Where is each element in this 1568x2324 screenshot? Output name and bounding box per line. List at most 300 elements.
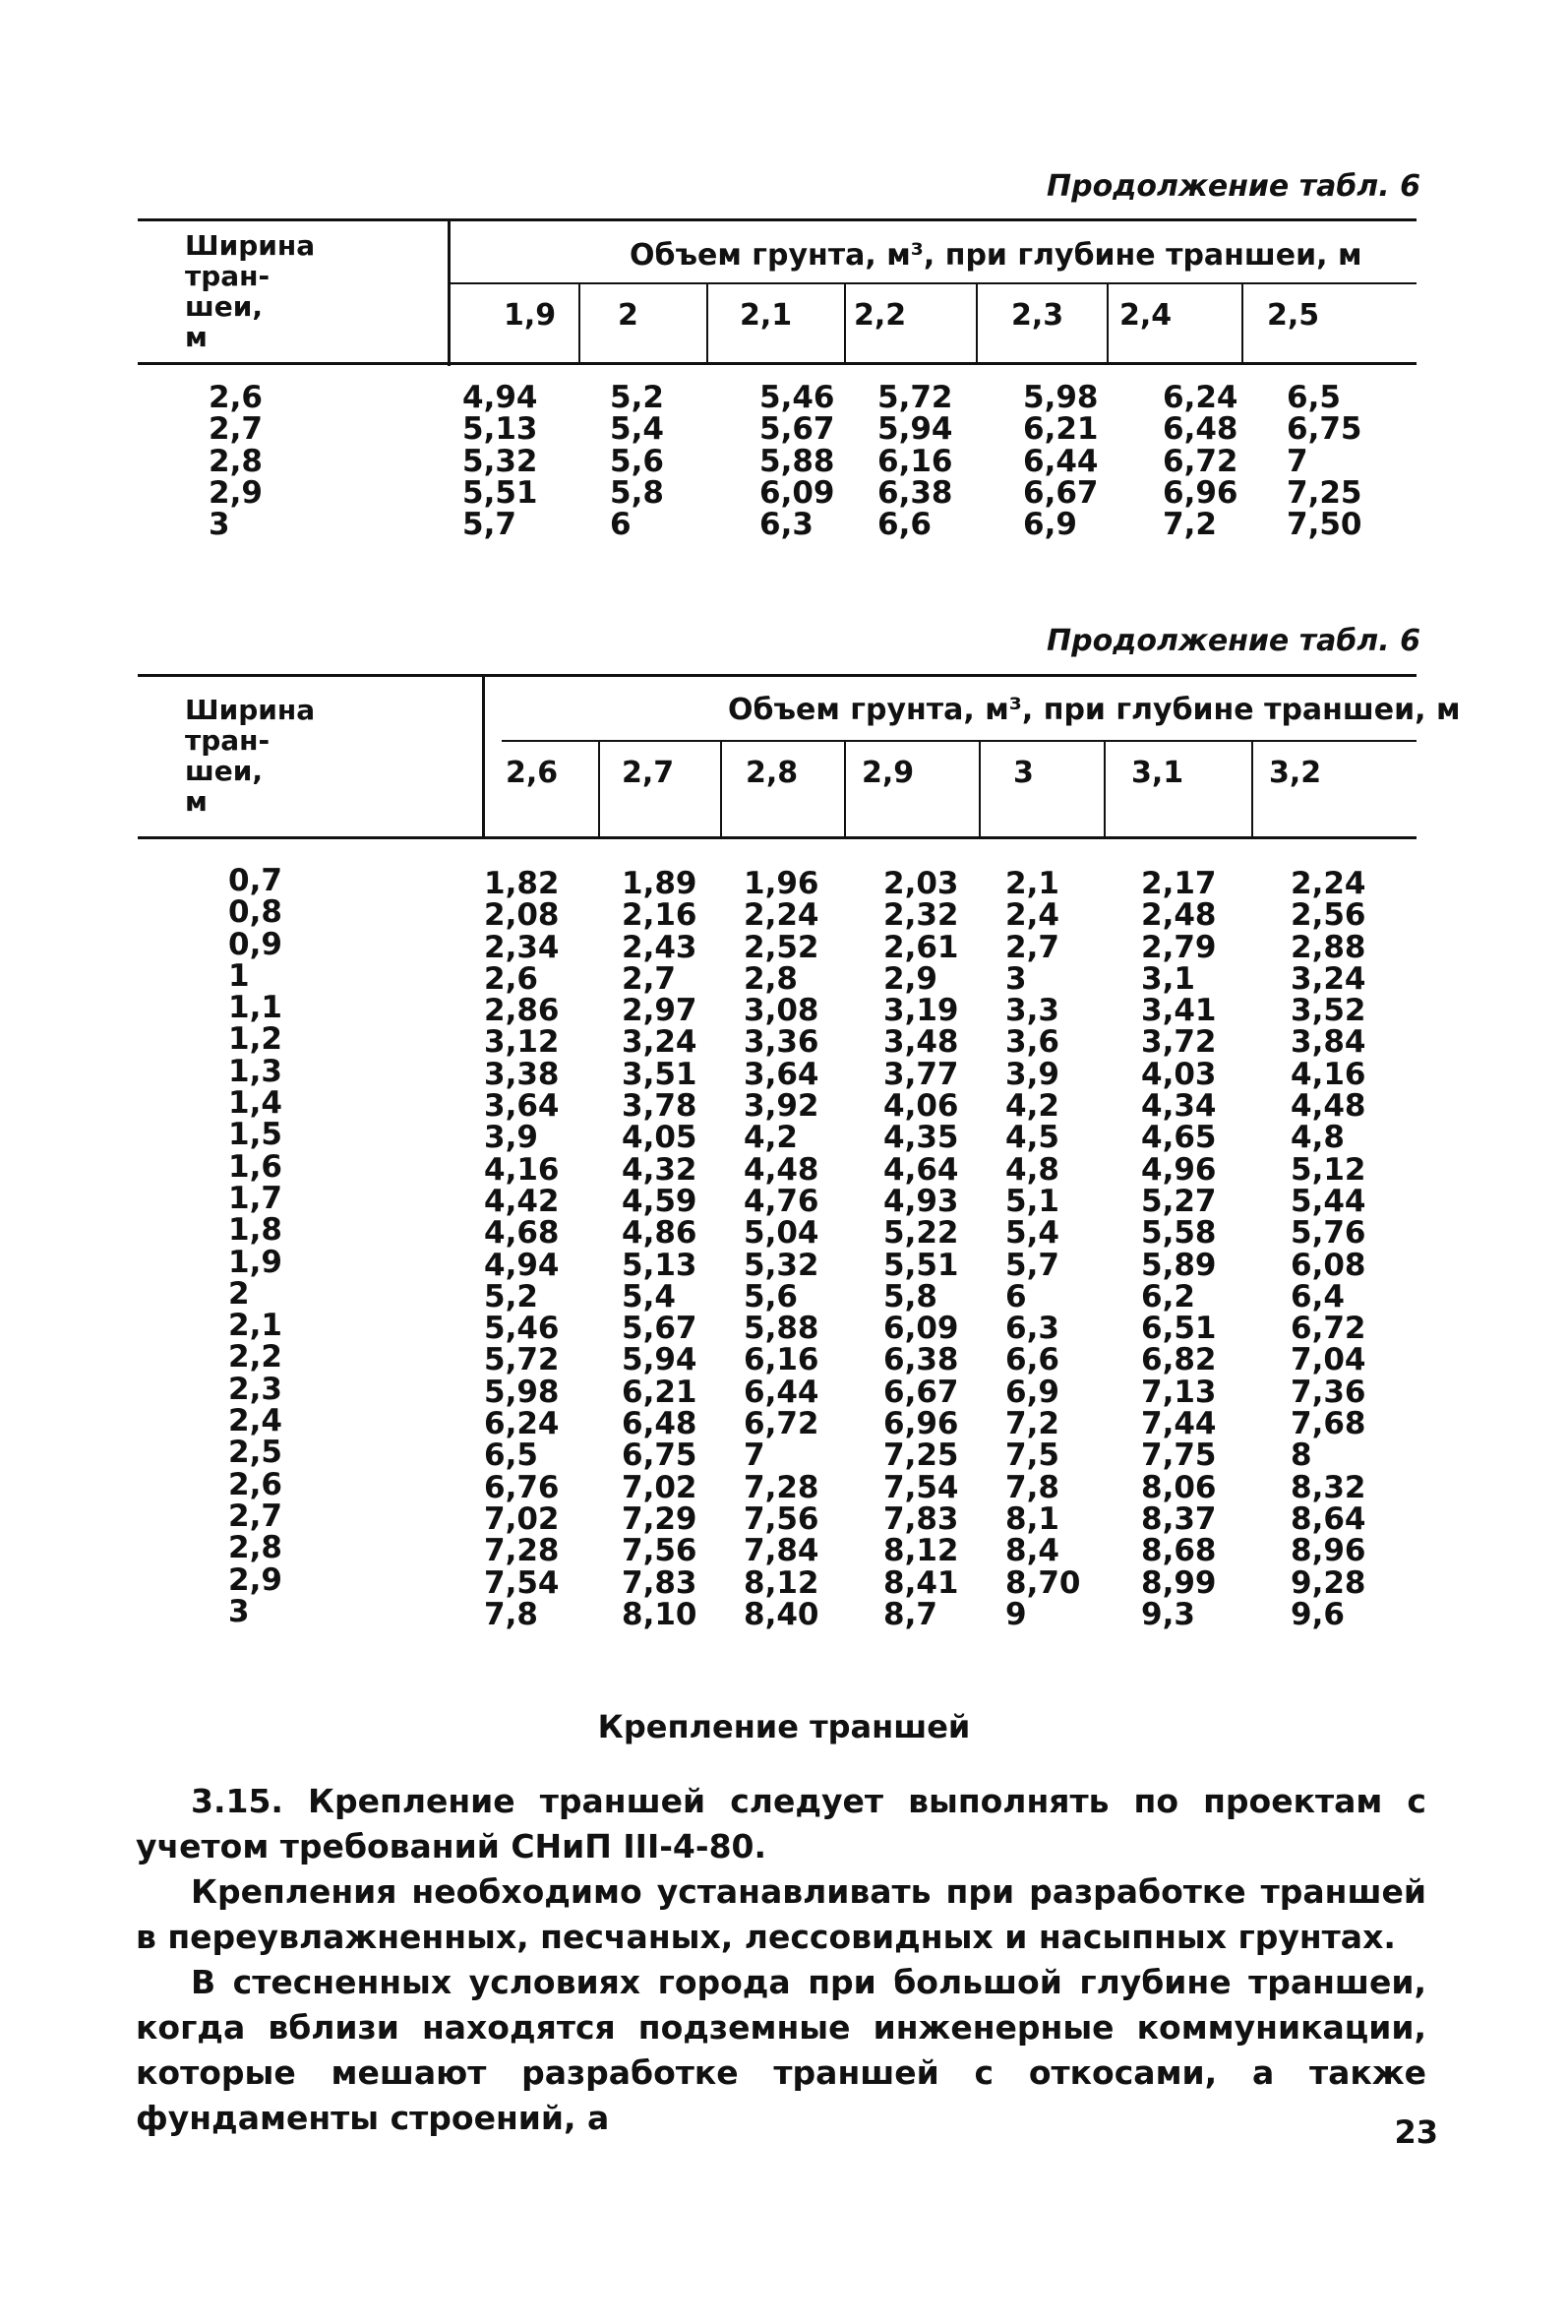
table1-width-column: [209, 380, 263, 543]
table-cell: 5,67: [759, 411, 835, 448]
table-cell: 6,72: [1163, 443, 1238, 479]
table-cell: 3,24: [1291, 960, 1366, 997]
table-cell: 5,13: [462, 411, 538, 448]
table-cell: 4,8: [1005, 1151, 1059, 1188]
table-cell: 1,1: [228, 990, 282, 1026]
table-cell: 5,2: [484, 1278, 538, 1315]
page-number: 23: [1394, 2113, 1438, 2151]
table-cell: 6,82: [1141, 1342, 1217, 1378]
table2-depth-header: 2,6: [506, 756, 559, 790]
table-cell: 2,97: [622, 993, 697, 1029]
paragraph: 3.15. Крепление траншей следует выполнять по проектам с учетом требований СНиП III-4-80.: [136, 1782, 1426, 1865]
table-cell: 5,46: [759, 380, 835, 415]
table-cell: 6,08: [1291, 1247, 1366, 1283]
table2-value-column: [1141, 868, 1217, 1630]
table2-caption: Продолжение табл. 6: [1046, 624, 1420, 658]
table-cell: 5,1: [1005, 1183, 1059, 1219]
table1-value-column: [610, 380, 664, 543]
table-cell: 5,89: [1141, 1247, 1217, 1283]
table-cell: 6,72: [744, 1406, 819, 1442]
table-cell: 7,29: [622, 1500, 697, 1537]
table-cell: 7,36: [1291, 1374, 1366, 1410]
table-cell: 2,03: [883, 866, 959, 901]
table-cell: 3,64: [744, 1056, 819, 1092]
table2-value-column: [1291, 868, 1366, 1630]
table2-depth-header: 2,9: [862, 756, 915, 790]
table2-depth-header: 3,1: [1131, 756, 1184, 790]
table-cell: 5,72: [484, 1342, 560, 1378]
table2-col-divider: [720, 741, 722, 838]
table-cell: 8,12: [883, 1533, 959, 1569]
table1-depth-header: 1,9: [504, 298, 557, 333]
table-cell: 2,4: [228, 1403, 282, 1439]
table-cell: 4,42: [484, 1183, 560, 1219]
table-cell: 4,76: [744, 1183, 819, 1219]
table-cell: 6,67: [1023, 474, 1099, 511]
table-cell: 1: [228, 957, 250, 994]
table-cell: 0,9: [228, 926, 282, 962]
table1-depth-header: 2,3: [1011, 298, 1064, 333]
table-cell: 6,38: [877, 474, 953, 511]
table-cell: 5,6: [744, 1278, 798, 1315]
table-cell: 2,8: [209, 443, 263, 479]
table-cell: 5,32: [744, 1247, 819, 1283]
table-cell: 5,04: [744, 1215, 819, 1252]
table-cell: 7,54: [883, 1469, 959, 1505]
table-cell: 5,12: [1291, 1151, 1366, 1188]
table-cell: 6,24: [484, 1406, 560, 1442]
table-cell: 6,5: [1287, 380, 1341, 415]
table-cell: 2,24: [744, 897, 819, 934]
row-header-line: шеи,: [185, 290, 263, 323]
table-cell: 9,28: [1291, 1564, 1366, 1601]
table-cell: 6,3: [759, 507, 814, 543]
table-cell: 4,16: [484, 1151, 560, 1188]
table2-depth-header: 2,8: [746, 756, 799, 790]
table-cell: 6,2: [1141, 1278, 1195, 1315]
table-cell: 4,93: [883, 1183, 959, 1219]
table-cell: 6,16: [744, 1342, 819, 1378]
table2-depth-header: 2,7: [622, 756, 675, 790]
table-cell: 5,27: [1141, 1183, 1217, 1219]
table-cell: 9,3: [1141, 1596, 1195, 1632]
table-cell: 3,77: [883, 1056, 959, 1092]
table-cell: 2,3: [228, 1371, 282, 1407]
table-cell: 6,96: [1163, 474, 1238, 511]
table-cell: 5,2: [610, 380, 664, 415]
table-cell: 3,36: [744, 1024, 819, 1061]
section-heading: Крепление траншей: [597, 1708, 971, 1745]
table-cell: 1,96: [744, 866, 819, 901]
table-cell: 8,37: [1141, 1500, 1217, 1537]
table1-col-divider: [976, 283, 978, 364]
table-cell: 6,3: [1005, 1311, 1059, 1347]
table-cell: 7,75: [1141, 1437, 1217, 1474]
table-cell: 2,7: [1005, 929, 1059, 965]
table-cell: 0,8: [228, 894, 282, 931]
table-cell: 3,24: [622, 1024, 697, 1061]
table-cell: 2,52: [744, 929, 819, 965]
table-cell: 3,41: [1141, 993, 1217, 1029]
table-cell: 7,02: [622, 1469, 697, 1505]
table-cell: 4,94: [462, 380, 538, 415]
table-cell: 4,05: [622, 1120, 697, 1156]
table-cell: 6,96: [883, 1406, 959, 1442]
table-cell: 8: [1291, 1437, 1312, 1474]
table-cell: 1,2: [228, 1021, 282, 1058]
table-cell: 5,58: [1141, 1215, 1217, 1252]
table-cell: 2,79: [1141, 929, 1217, 965]
table-cell: 2,56: [1291, 897, 1366, 934]
table-cell: 2,7: [228, 1498, 282, 1534]
table-cell: 2,4: [1005, 897, 1059, 934]
table-cell: 2,9: [228, 1561, 282, 1598]
table-cell: 1,89: [622, 866, 697, 901]
table-cell: 5,51: [883, 1247, 959, 1283]
table-cell: 8,4: [1005, 1533, 1059, 1569]
table-cell: 5,51: [462, 474, 538, 511]
table-cell: 3,08: [744, 993, 819, 1029]
table-cell: 2,9: [209, 474, 263, 511]
table-cell: 6,72: [1291, 1311, 1366, 1347]
table-cell: 9: [1005, 1596, 1027, 1632]
table2-col-divider: [844, 741, 846, 838]
table-cell: 7: [1287, 443, 1308, 479]
table1-depth-header: 2: [618, 298, 638, 333]
table-cell: 1,6: [228, 1148, 282, 1185]
table-cell: 8,40: [744, 1596, 819, 1632]
table1-value-column: [1287, 380, 1362, 543]
table1-col-divider: [1107, 283, 1109, 364]
table-cell: 4,48: [744, 1151, 819, 1188]
table-cell: 6,9: [1023, 507, 1077, 543]
row-header-line: м: [185, 321, 208, 353]
table-cell: 1,5: [228, 1117, 282, 1153]
table1-value-column: [759, 380, 835, 543]
table1-col-divider: [844, 283, 846, 364]
table-cell: 3,3: [1005, 993, 1059, 1029]
table2-col-divider: [1251, 741, 1253, 838]
table2-group-header: Объем грунта, м³, при глубине траншеи, м: [728, 693, 1461, 727]
table-cell: 4,86: [622, 1215, 697, 1252]
table-cell: 7,2: [1005, 1406, 1059, 1442]
row-header-line: Ширина: [185, 229, 316, 262]
table2-subheader-rule: [502, 740, 1417, 742]
table2-value-column: [883, 868, 959, 1630]
table-cell: 3,64: [484, 1088, 560, 1125]
table-cell: 4,03: [1141, 1056, 1217, 1092]
table-cell: 6,16: [877, 443, 953, 479]
table-cell: 2,61: [883, 929, 959, 965]
table-cell: 7,54: [484, 1564, 560, 1601]
row-header-line: м: [185, 785, 208, 818]
table-cell: 6,44: [1023, 443, 1099, 479]
table-cell: 3: [1005, 960, 1027, 997]
table-cell: 3,19: [883, 993, 959, 1029]
table1-header-bottom-rule: [138, 362, 1417, 365]
table2-value-column: [484, 868, 560, 1630]
table-cell: 5,72: [877, 380, 953, 415]
table-cell: 5,4: [610, 411, 664, 448]
table1-col-divider: [578, 283, 580, 364]
table-cell: 6,76: [484, 1469, 560, 1505]
table-cell: 6,6: [877, 507, 932, 543]
table-cell: 8,70: [1005, 1564, 1081, 1601]
table-cell: 3: [228, 1593, 250, 1629]
table-cell: 2,1: [228, 1308, 282, 1344]
table-cell: 2,7: [622, 960, 676, 997]
table-cell: 2,8: [228, 1530, 282, 1566]
table-cell: 5,6: [610, 443, 664, 479]
table-cell: 2,32: [883, 897, 959, 934]
table-cell: 2,48: [1141, 897, 1217, 934]
table1-value-column: [462, 380, 538, 543]
table-cell: 4,32: [622, 1151, 697, 1188]
table-cell: 5,88: [744, 1311, 819, 1347]
table-cell: 6,21: [1023, 411, 1099, 448]
table-cell: 6,5: [484, 1437, 538, 1474]
table-cell: 7,28: [484, 1533, 560, 1569]
table-cell: 5,8: [883, 1278, 937, 1315]
table-cell: 3,78: [622, 1088, 697, 1125]
table-cell: 6: [610, 507, 632, 543]
table-cell: 5,8: [610, 474, 664, 511]
table-cell: 4,2: [1005, 1088, 1059, 1125]
table1-caption: Продолжение табл. 6: [1046, 169, 1420, 204]
row-header-line: тран-: [185, 260, 271, 292]
table-cell: 6,75: [622, 1437, 697, 1474]
table-cell: 8,96: [1291, 1533, 1366, 1569]
table1-group-header: Объем грунта, м³, при глубине траншеи, м: [630, 238, 1362, 273]
paragraph: В стесненных условиях города при большой глубине траншеи, когда вблизи находятся подземные инженерные коммуникации, которые мешают разработке траншей с откосами, а также фундаменты строений, а: [136, 1963, 1426, 2137]
table-cell: 8,1: [1005, 1500, 1059, 1537]
table-cell: 5,98: [484, 1374, 560, 1410]
table1-col-divider: [706, 283, 708, 364]
table-cell: 7,25: [883, 1437, 959, 1474]
table-cell: 4,68: [484, 1215, 560, 1252]
table-cell: 6,44: [744, 1374, 819, 1410]
table-cell: 6,4: [1291, 1278, 1345, 1315]
table-cell: 6,67: [883, 1374, 959, 1410]
table-cell: 6,48: [1163, 411, 1238, 448]
table-cell: 5,22: [883, 1215, 959, 1252]
table2-value-column: [1005, 868, 1081, 1630]
table1-col-divider: [1241, 283, 1243, 364]
table-cell: 3,72: [1141, 1024, 1217, 1061]
table-cell: 5,94: [622, 1342, 697, 1378]
table-cell: 5,7: [1005, 1247, 1059, 1283]
table-cell: 5,88: [759, 443, 835, 479]
table2-top-rule: [138, 674, 1417, 677]
table-cell: 7,8: [1005, 1469, 1059, 1505]
table-cell: 6,38: [883, 1342, 959, 1378]
table-cell: 2,7: [209, 411, 263, 448]
table-cell: 7,56: [744, 1500, 819, 1537]
row-header-line: шеи,: [185, 755, 263, 787]
table-cell: 8,06: [1141, 1469, 1217, 1505]
table-cell: 3,48: [883, 1024, 959, 1061]
table-cell: 7: [744, 1437, 765, 1474]
table1-depth-header: 2,2: [854, 298, 907, 333]
table-cell: 6,09: [759, 474, 835, 511]
table1-subheader-rule: [448, 282, 1417, 284]
table-cell: 7,56: [622, 1533, 697, 1569]
table-cell: 7,68: [1291, 1406, 1366, 1442]
table-cell: 5,4: [1005, 1215, 1059, 1252]
table-cell: 6,51: [1141, 1311, 1217, 1347]
table-cell: 6,6: [1005, 1342, 1059, 1378]
table2-value-column: [744, 868, 819, 1630]
table-cell: 2,6: [484, 960, 538, 997]
table-cell: 8,10: [622, 1596, 697, 1632]
table-cell: 4,94: [484, 1247, 560, 1283]
table2-value-column: [622, 868, 697, 1630]
table-cell: 6,09: [883, 1311, 959, 1347]
table-cell: 2,6: [209, 380, 263, 415]
table-cell: 8,12: [744, 1564, 819, 1601]
table-cell: 4,34: [1141, 1088, 1217, 1125]
table-cell: 2,17: [1141, 866, 1217, 901]
table-cell: 6,48: [622, 1406, 697, 1442]
table-cell: 4,65: [1141, 1120, 1217, 1156]
table-cell: 2,2: [228, 1339, 282, 1376]
row-header-line: тран-: [185, 724, 271, 757]
table-cell: 4,2: [744, 1120, 798, 1156]
table-cell: 3,1: [1141, 960, 1195, 997]
table2-width-column: [228, 865, 282, 1627]
table-cell: 8,68: [1141, 1533, 1217, 1569]
table-cell: 4,96: [1141, 1151, 1217, 1188]
table-cell: 5,7: [462, 507, 516, 543]
table-cell: 8,41: [883, 1564, 959, 1601]
paragraph: Крепления необходимо устанавливать при разработке траншей в переувлажненных, песчаных, лессовидных и насыпных грунтах.: [136, 1872, 1426, 1956]
table-cell: 2,08: [484, 897, 560, 934]
table-cell: 7,44: [1141, 1406, 1217, 1442]
table-cell: 4,35: [883, 1120, 959, 1156]
table1-depth-header: 2,1: [740, 298, 793, 333]
table-cell: 6,75: [1287, 411, 1362, 448]
table1-value-column: [1023, 380, 1099, 543]
table-cell: 4,64: [883, 1151, 959, 1188]
table-cell: 8,64: [1291, 1500, 1366, 1537]
table-cell: 3,38: [484, 1056, 560, 1092]
table-cell: 2,6: [228, 1466, 282, 1502]
table-cell: 5,76: [1291, 1215, 1366, 1252]
table-cell: 1,9: [228, 1244, 282, 1280]
table1-top-rule: [138, 218, 1417, 221]
table-cell: 6,9: [1005, 1374, 1059, 1410]
row-header-line: Ширина: [185, 694, 316, 726]
table2-col-divider: [598, 741, 600, 838]
table2-row-header: [185, 695, 315, 817]
table-cell: 2: [228, 1275, 250, 1312]
table-cell: 6: [1005, 1278, 1027, 1315]
table-cell: 4,8: [1291, 1120, 1345, 1156]
table1-header-divider: [448, 218, 451, 366]
table-cell: 5,46: [484, 1311, 560, 1347]
table-cell: 7,83: [883, 1500, 959, 1537]
table1-value-column: [1163, 380, 1238, 543]
table-cell: 7,50: [1287, 507, 1362, 543]
table-cell: 2,8: [744, 960, 798, 997]
table-cell: 1,4: [228, 1085, 282, 1122]
table-cell: 1,8: [228, 1212, 282, 1249]
table-cell: 3,6: [1005, 1024, 1059, 1061]
table-cell: 2,1: [1005, 866, 1059, 901]
table-cell: 4,5: [1005, 1120, 1059, 1156]
table-cell: 2,34: [484, 929, 560, 965]
table-cell: 3,52: [1291, 993, 1366, 1029]
table-cell: 5,98: [1023, 380, 1099, 415]
table-cell: 5,4: [622, 1278, 676, 1315]
table-cell: 7,28: [744, 1469, 819, 1505]
table-cell: 9,6: [1291, 1596, 1345, 1632]
table-cell: 1,7: [228, 1180, 282, 1216]
table-cell: 3,84: [1291, 1024, 1366, 1061]
table-cell: 4,16: [1291, 1056, 1366, 1092]
table-cell: 7,25: [1287, 474, 1362, 511]
table-cell: 8,99: [1141, 1564, 1217, 1601]
table1-depth-header: 2,5: [1267, 298, 1320, 333]
table-cell: 0,7: [228, 863, 282, 898]
table2-depth-header: 3: [1013, 756, 1034, 790]
table2-header-divider: [482, 674, 485, 839]
table-cell: 1,3: [228, 1053, 282, 1089]
table1-depth-header: 2,4: [1119, 298, 1173, 333]
table2-depth-header: 3,2: [1269, 756, 1322, 790]
table-cell: 4,06: [883, 1088, 959, 1125]
table-cell: 6,21: [622, 1374, 697, 1410]
table-cell: 3,92: [744, 1088, 819, 1125]
table-cell: 4,48: [1291, 1088, 1366, 1125]
table-cell: 2,24: [1291, 866, 1366, 901]
table-cell: 5,13: [622, 1247, 697, 1283]
table-cell: 7,8: [484, 1596, 538, 1632]
table-cell: 2,88: [1291, 929, 1366, 965]
table-cell: 7,83: [622, 1564, 697, 1601]
table-cell: 7,02: [484, 1500, 560, 1537]
table-cell: 4,59: [622, 1183, 697, 1219]
table-cell: 3,51: [622, 1056, 697, 1092]
table-cell: 1,82: [484, 866, 560, 901]
body-text: [136, 1779, 1426, 2141]
table-cell: 5,67: [622, 1311, 697, 1347]
table-cell: 5,44: [1291, 1183, 1366, 1219]
table-cell: 2,5: [228, 1435, 282, 1471]
table-cell: 2,16: [622, 897, 697, 934]
table-cell: 3,9: [484, 1120, 538, 1156]
table-cell: 7,13: [1141, 1374, 1217, 1410]
table-cell: 7,04: [1291, 1342, 1366, 1378]
table-cell: 5,32: [462, 443, 538, 479]
table2-header-bottom-rule: [138, 836, 1417, 839]
table-cell: 2,9: [883, 960, 937, 997]
table-cell: 8,32: [1291, 1469, 1366, 1505]
table-cell: 3,9: [1005, 1056, 1059, 1092]
table2-col-divider: [979, 741, 981, 838]
table1-row-header: [185, 230, 315, 352]
table-cell: 8,7: [883, 1596, 937, 1632]
table-cell: 2,86: [484, 993, 560, 1029]
table-cell: 7,2: [1163, 507, 1217, 543]
table-cell: 6,24: [1163, 380, 1238, 415]
table-cell: 3,12: [484, 1024, 560, 1061]
table1-value-column: [877, 380, 953, 543]
table-cell: 3: [209, 507, 230, 543]
table-cell: 5,94: [877, 411, 953, 448]
table-cell: 7,5: [1005, 1437, 1059, 1474]
table-cell: 7,84: [744, 1533, 819, 1569]
